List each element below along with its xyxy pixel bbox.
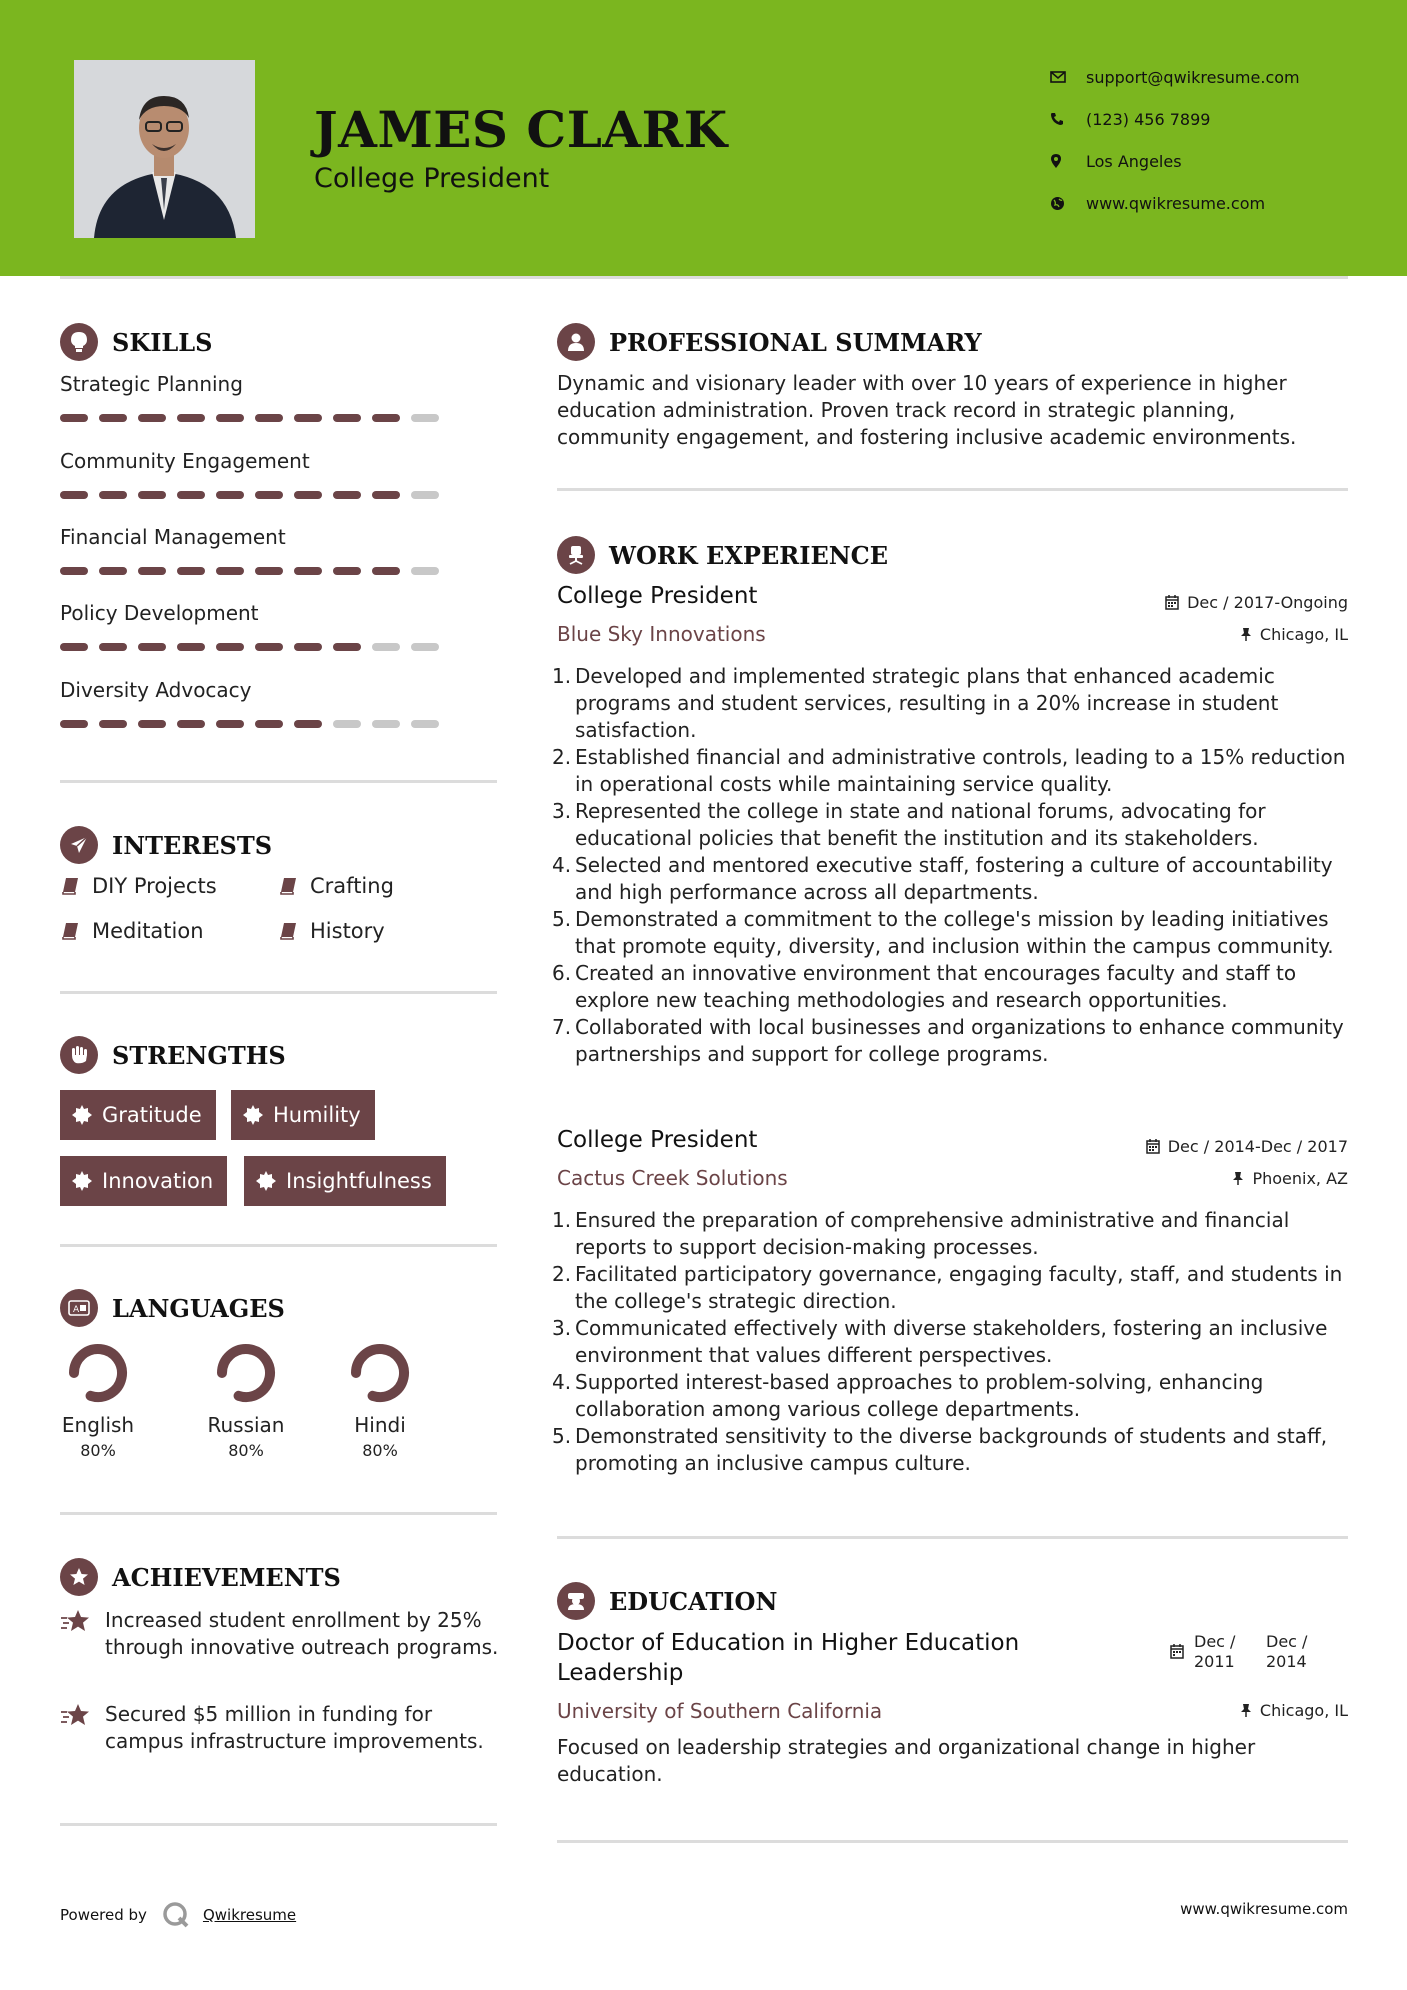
job-bullet: 3. Represented the college in state and national forums, advocating for educational policies that benefit the institution and its stakeholders. [552, 799, 1266, 850]
calendar-icon [1170, 1644, 1184, 1659]
book-icon [60, 876, 80, 896]
qwikresume-logo-icon [161, 1900, 191, 1930]
job-location-text: Chicago, IL [1259, 625, 1348, 644]
skill-dot-filled [216, 643, 244, 651]
languages-title: LANGUAGES [112, 1293, 285, 1323]
skills-heading [60, 323, 213, 361]
skill-dot-filled [255, 491, 283, 499]
language-name: Hindi [354, 1413, 406, 1437]
language-percent: 80% [362, 1441, 398, 1460]
interest-label: Crafting [310, 874, 394, 898]
strength-label: Innovation [102, 1169, 214, 1193]
job-bullets [552, 663, 1352, 1068]
section-divider [557, 1536, 1348, 1539]
skill-name: Community Engagement [60, 449, 310, 473]
section-divider [60, 991, 497, 994]
achievement-text: Increased student enrollment by 25% through innovative outreach programs. [105, 1608, 499, 1659]
strength-badge [244, 1156, 446, 1206]
interest-label: Meditation [92, 919, 204, 943]
lightbulb-icon [60, 323, 98, 361]
language-percent: 80% [80, 1441, 116, 1460]
book-icon [278, 921, 298, 941]
pushpin-icon [1240, 1703, 1252, 1718]
job-bullet: 1. Ensured the preparation of comprehensive administrative and financial reports to support decision-making processes. [552, 1208, 1290, 1259]
education-heading [557, 1582, 777, 1620]
section-divider [60, 1512, 497, 1515]
languages-heading [60, 1289, 285, 1327]
job-bullet: 5. Demonstrated sensitivity to the diverse backgrounds of students and staff, promoting an inclusive campus culture. [552, 1424, 1328, 1475]
achievement-item [60, 1607, 510, 1661]
education-school: University of Southern California [557, 1699, 883, 1723]
skill-dot-filled [216, 720, 244, 728]
skill-name: Policy Development [60, 601, 259, 625]
language-ring-arc [74, 1349, 122, 1397]
contact-list [1050, 56, 1300, 224]
achievement-item [60, 1701, 510, 1755]
job-bullet: 5. Demonstrated a commitment to the college's mission by leading initiatives that promote equity, diversity, and inclusion within the campus community. [552, 907, 1334, 958]
svg-text:A: A [73, 1305, 80, 1315]
section-divider [60, 780, 497, 783]
badge-icon [256, 1171, 276, 1191]
contact-email[interactable] [1050, 56, 1300, 98]
interest-item [278, 874, 394, 898]
skill-dot-filled [138, 414, 166, 422]
job-date [1165, 593, 1348, 612]
contact-location [1050, 140, 1300, 182]
profile-photo [74, 60, 255, 238]
skill-dot-empty [333, 720, 361, 728]
book-icon [60, 921, 80, 941]
job-bullet: 1. Developed and implemented strategic plans that enhanced academic programs and student services, resulting in a 20% increase in student satisfaction. [552, 664, 1279, 742]
job-bullet: 2. Facilitated participatory governance, engaging faculty, staff, and students in the college's strategic direction. [552, 1262, 1343, 1313]
job-bullet: 3. Communicated effectively with diverse stakeholders, fostering an inclusive environment that values different perspectives. [552, 1316, 1328, 1367]
skill-rating [60, 414, 450, 422]
skill-rating [60, 567, 450, 575]
section-divider [557, 1840, 1348, 1843]
education-date [1170, 1632, 1318, 1672]
skill-dot-filled [372, 567, 400, 575]
strength-label: Humility [273, 1103, 361, 1127]
skill-dot-filled [138, 720, 166, 728]
job-bullet: 6. Created an innovative environment that encourages faculty and staff to explore new teaching methodologies and research opportunities. [552, 961, 1297, 1012]
skill-dot-empty [411, 643, 439, 651]
skill-dot-filled [99, 643, 127, 651]
achievement-text: Secured $5 million in funding for campus infrastructure improvements. [105, 1702, 484, 1753]
skill-dot-empty [372, 643, 400, 651]
language-ring-arc [222, 1349, 270, 1397]
skill-dot-filled [255, 414, 283, 422]
badge-icon [243, 1105, 263, 1125]
envelope-icon [1050, 71, 1086, 83]
job-location [1240, 625, 1348, 644]
skill-dot-filled [177, 643, 205, 651]
star-icon [60, 1701, 105, 1755]
interest-item [278, 919, 385, 943]
job-bullet: 4. Supported interest-based approaches to problem-solving, enhancing collaboration among various college departments. [552, 1370, 1264, 1421]
skill-dot-filled [372, 491, 400, 499]
interests-heading [60, 826, 272, 864]
contact-phone-text: (123) 456 7899 [1086, 109, 1211, 129]
skill-rating [60, 643, 450, 651]
language-name: English [61, 1413, 135, 1437]
star-badge-icon [60, 1558, 98, 1596]
job-date [1146, 1137, 1348, 1156]
skill-dot-filled [99, 720, 127, 728]
footer-url[interactable]: www.qwikresume.com [1180, 1900, 1348, 1918]
header-divider [60, 276, 1348, 279]
skill-name: Financial Management [60, 525, 286, 549]
pushpin-icon [1232, 1171, 1244, 1186]
skill-dot-filled [333, 414, 361, 422]
section-divider [557, 488, 1348, 491]
section-divider [60, 1823, 497, 1826]
user-icon [557, 323, 595, 361]
summary-heading [557, 323, 982, 361]
skill-dot-filled [216, 567, 244, 575]
strength-label: Gratitude [102, 1103, 202, 1127]
job-company: Blue Sky Innovations [557, 622, 766, 646]
skill-dot-filled [99, 414, 127, 422]
interest-item [60, 874, 217, 898]
education-degree: Doctor of Education in Higher Education Leadership [557, 1630, 1020, 1686]
skill-item [60, 525, 286, 549]
language-progress-ring [350, 1343, 410, 1403]
skill-dot-filled [177, 491, 205, 499]
job-title: College President [557, 1127, 758, 1153]
job-bullet: 7. Collaborated with local businesses and organizations to enhance community partnerships and support for college programs. [552, 1015, 1344, 1066]
skill-item [60, 678, 252, 702]
language-name: Russian [207, 1413, 285, 1437]
book-icon [278, 876, 298, 896]
header-banner [0, 0, 1407, 276]
language-item [43, 1343, 153, 1460]
brand-link[interactable]: Qwikresume [202, 1906, 297, 1924]
skill-name: Diversity Advocacy [60, 678, 252, 702]
summary-title: PROFESSIONAL SUMMARY [609, 327, 982, 357]
interests-title: INTERESTS [112, 830, 273, 860]
language-item [325, 1343, 435, 1460]
job-date-text: Dec / 2014-Dec / 2017 [1167, 1137, 1348, 1156]
skill-dot-filled [60, 720, 88, 728]
job-bullet: 4. Selected and mentored executive staff, fostering a culture of accountability and high performance across all departments. [552, 853, 1333, 904]
footer-powered [60, 1900, 296, 1930]
summary-text: Dynamic and visionary leader with over 10 years of experience in higher education administration. Proven track record in strategic planning, community engagement, and fostering inclusive academic environments. [557, 371, 1297, 449]
skill-dot-filled [99, 567, 127, 575]
skill-dot-filled [138, 567, 166, 575]
skill-item [60, 372, 243, 396]
badge-icon [72, 1105, 92, 1125]
translate-icon [60, 1289, 98, 1327]
skill-dot-empty [372, 720, 400, 728]
skill-rating [60, 720, 450, 728]
pushpin-icon [1240, 627, 1252, 642]
education-location [1240, 1701, 1348, 1720]
skill-dot-filled [333, 567, 361, 575]
graduate-icon [557, 1582, 595, 1620]
skill-dot-filled [138, 491, 166, 499]
skill-dot-empty [411, 720, 439, 728]
education-location-text: Chicago, IL [1259, 1701, 1348, 1720]
skills-title: SKILLS [112, 327, 213, 357]
map-pin-icon [1050, 153, 1086, 169]
skill-dot-filled [177, 414, 205, 422]
interest-label: History [310, 919, 385, 943]
skill-dot-filled [216, 491, 244, 499]
contact-website[interactable] [1050, 182, 1300, 224]
language-ring-arc [356, 1349, 404, 1397]
star-icon [60, 1607, 105, 1661]
skill-dot-filled [60, 414, 88, 422]
strengths-title: STRENGTHS [112, 1040, 286, 1070]
powered-by-text: Powered by [60, 1906, 147, 1924]
job-title: College President [557, 583, 758, 609]
skill-item [60, 601, 259, 625]
skill-dot-filled [216, 414, 244, 422]
strength-badge [231, 1090, 375, 1140]
calendar-icon [1165, 595, 1179, 610]
skill-dot-filled [255, 720, 283, 728]
contact-email-text: support@qwikresume.com [1086, 67, 1300, 87]
interest-label: DIY Projects [92, 874, 217, 898]
experience-title: WORK EXPERIENCE [609, 540, 889, 570]
skill-dot-empty [411, 567, 439, 575]
calendar-icon [1146, 1139, 1160, 1154]
paper-plane-icon [60, 826, 98, 864]
language-progress-ring [68, 1343, 128, 1403]
job-date-text: Dec / 2017-Ongoing [1187, 593, 1348, 612]
education-title: EDUCATION [609, 1586, 778, 1616]
job-company: Cactus Creek Solutions [557, 1166, 788, 1190]
achievements-title: ACHIEVEMENTS [112, 1562, 341, 1592]
language-progress-ring [216, 1343, 276, 1403]
skill-dot-filled [177, 567, 205, 575]
skill-dot-empty [411, 414, 439, 422]
skill-dot-filled [177, 720, 205, 728]
strength-badge [60, 1156, 227, 1206]
skill-dot-filled [99, 491, 127, 499]
education-date-end: Dec / 2014 [1266, 1632, 1308, 1671]
skill-dot-filled [138, 643, 166, 651]
job-bullet: 2. Established financial and administrative controls, leading to a 15% reduction in operational costs while maintaining service quality. [552, 745, 1346, 796]
contact-location-text: Los Angeles [1086, 151, 1182, 171]
skill-rating [60, 491, 450, 499]
badge-icon [72, 1171, 92, 1191]
strength-label: Insightfulness [286, 1169, 432, 1193]
strengths-heading [60, 1036, 286, 1074]
skill-dot-filled [255, 643, 283, 651]
skill-dot-filled [60, 567, 88, 575]
language-item [191, 1343, 301, 1460]
skill-name: Strategic Planning [60, 372, 243, 396]
fist-icon [60, 1036, 98, 1074]
skill-dot-filled [294, 720, 322, 728]
job-location [1232, 1169, 1348, 1188]
skill-dot-filled [333, 491, 361, 499]
interest-item [60, 919, 204, 943]
skill-dot-filled [60, 643, 88, 651]
contact-website-text: www.qwikresume.com [1086, 193, 1266, 213]
skill-item [60, 449, 310, 473]
globe-icon [1050, 196, 1086, 211]
skill-dot-filled [372, 414, 400, 422]
skill-dot-empty [411, 491, 439, 499]
education-date-start: Dec / 2011 [1194, 1632, 1236, 1671]
skill-dot-filled [333, 643, 361, 651]
skill-dot-filled [294, 491, 322, 499]
experience-heading [557, 536, 888, 574]
education-description: Focused on leadership strategies and organizational change in higher education. [557, 1735, 1256, 1786]
skill-dot-filled [60, 491, 88, 499]
strength-badge [60, 1090, 216, 1140]
language-percent: 80% [228, 1441, 264, 1460]
office-chair-icon [557, 536, 595, 574]
skill-dot-filled [255, 567, 283, 575]
candidate-title: College President [314, 163, 550, 194]
achievements-heading [60, 1558, 341, 1596]
candidate-name: JAMES CLARK [314, 100, 728, 159]
phone-icon [1050, 112, 1086, 126]
job-bullets [552, 1207, 1352, 1477]
skill-dot-filled [294, 643, 322, 651]
section-divider [60, 1244, 497, 1247]
contact-phone[interactable] [1050, 98, 1300, 140]
job-location-text: Phoenix, AZ [1252, 1169, 1348, 1188]
skill-dot-filled [294, 414, 322, 422]
skill-dot-filled [294, 567, 322, 575]
